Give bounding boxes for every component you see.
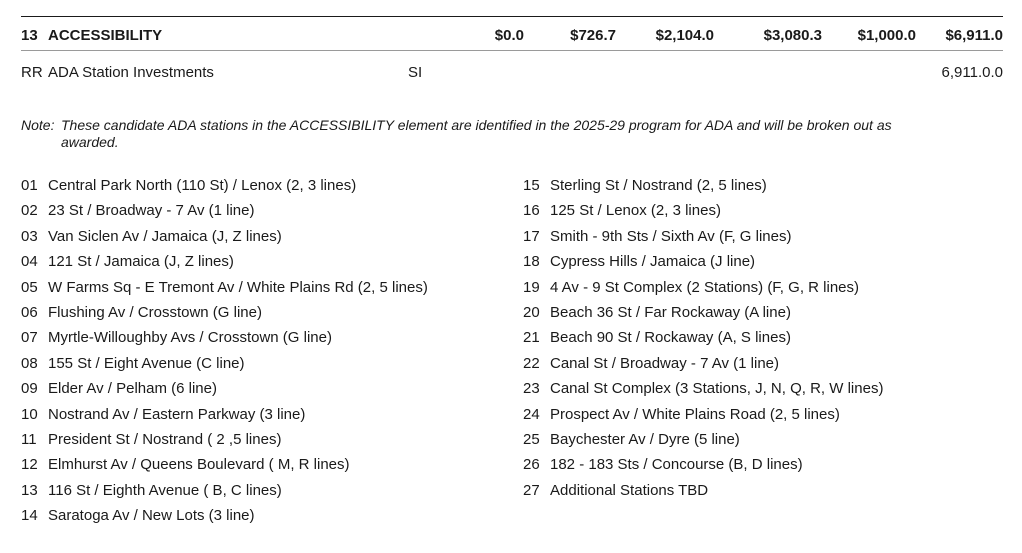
station-index: 12 (21, 456, 38, 474)
section-title: ACCESSIBILITY (48, 27, 163, 44)
amount-col-3: $2,104.0 (655, 27, 714, 44)
station-list-item (523, 481, 883, 506)
station-name: 121 St / Jamaica (J, Z lines) (48, 253, 234, 271)
station-name: 125 St / Lenox (2, 3 lines) (550, 202, 721, 220)
station-index: 04 (21, 253, 38, 271)
station-name: Baychester Av / Dyre (5 line) (550, 430, 740, 448)
station-list-item (21, 455, 428, 480)
station-index: 16 (523, 202, 540, 220)
station-index: 26 (523, 456, 540, 474)
station-list-item (523, 328, 883, 353)
station-list-item (523, 303, 883, 328)
station-name: Elder Av / Pelham (6 line) (48, 380, 217, 398)
station-list-item (523, 227, 883, 252)
station-list-item (523, 176, 883, 201)
station-index: 27 (523, 481, 540, 499)
station-index: 01 (21, 177, 38, 194)
amount-col-2: $726.7 (570, 27, 616, 44)
station-name: Nostrand Av / Eastern Parkway (3 line) (48, 405, 306, 423)
station-list-item (21, 303, 428, 328)
station-list-item (21, 328, 428, 353)
station-index: 02 (21, 202, 38, 220)
station-list-item (523, 354, 883, 379)
station-name: Cypress Hills / Jamaica (J line) (550, 253, 756, 271)
station-name: Beach 36 St / Far Rockaway (A line) (550, 303, 791, 321)
note (21, 117, 951, 151)
station-list-item (21, 176, 428, 201)
station-name: Myrtle-Willoughby Avs / Crosstown (G line) (48, 329, 332, 347)
station-index: 20 (523, 303, 540, 321)
station-name: 116 St / Eighth Avenue ( B, C lines) (48, 481, 282, 499)
station-list-item (523, 379, 883, 404)
station-name: 4 Av - 9 St Complex (2 Stations) (F, G, R lines) (550, 278, 859, 296)
station-index: 10 (21, 405, 38, 423)
station-name: Saratoga Av / New Lots (3 line) (48, 507, 255, 525)
station-index: 06 (21, 303, 38, 321)
station-index: 17 (523, 227, 540, 245)
station-name: Van Siclen Av / Jamaica (J, Z lines) (48, 227, 282, 245)
station-name: 155 St / Eight Avenue (C line) (48, 354, 245, 372)
station-name: Sterling St / Nostrand (2, 5 lines) (550, 177, 767, 194)
station-name: Central Park North (110 St) / Lenox (2, 3 lines) (48, 177, 357, 194)
station-name: Canal St Complex (3 Stations, J, N, Q, R, W lines) (550, 380, 884, 398)
note-text: These candidate ADA stations in the ACCESSIBILITY element are identified in the 2025-29 program for ADA and will be broken out as awarded. (61, 117, 892, 150)
amount-col-5: $1,000.0 (857, 27, 916, 44)
station-list-item (21, 481, 428, 506)
station-index: 23 (523, 380, 540, 398)
amount-col-1: $0.0 (494, 27, 524, 44)
station-index: 22 (523, 354, 540, 372)
station-list-item (523, 201, 883, 226)
station-list-item (523, 455, 883, 480)
top-rule (21, 16, 1003, 17)
station-list-item (21, 430, 428, 455)
station-index: 03 (21, 227, 38, 245)
station-name: Prospect Av / White Plains Road (2, 5 lines) (550, 405, 840, 423)
station-index: 09 (21, 380, 38, 398)
station-name: Flushing Av / Crosstown (G line) (48, 303, 262, 321)
station-list-item (523, 278, 883, 303)
station-list-right (523, 176, 883, 506)
station-list-item (21, 506, 428, 531)
station-index: 24 (523, 405, 540, 423)
station-list-item (523, 252, 883, 277)
station-index: 08 (21, 354, 38, 372)
station-name: Additional Stations TBD (550, 481, 709, 499)
station-name: Smith - 9th Sts / Sixth Av (F, G lines) (550, 227, 792, 245)
amount-col-4: $3,080.3 (763, 27, 822, 44)
station-index: 07 (21, 329, 38, 347)
station-index: 19 (523, 278, 540, 296)
station-list-item (21, 252, 428, 277)
item-code: RR (21, 64, 43, 81)
station-name: 23 St / Broadway - 7 Av (1 line) (48, 202, 255, 220)
item-name: ADA Station Investments (48, 64, 214, 81)
station-list-left (21, 176, 428, 531)
station-list-item (21, 201, 428, 226)
station-list-item (523, 405, 883, 430)
station-name: Elmhurst Av / Queens Boulevard ( M, R lines) (48, 456, 350, 474)
station-index: 21 (523, 329, 540, 347)
station-name: 182 - 183 Sts / Concourse (B, D lines) (550, 456, 803, 474)
station-name: Canal St / Broadway - 7 Av (1 line) (550, 354, 779, 372)
station-name: W Farms Sq - E Tremont Av / White Plains Rd (2, 5 lines) (48, 278, 428, 296)
station-index: 05 (21, 278, 38, 296)
section-number: 13 (21, 27, 38, 44)
station-index: 15 (523, 177, 540, 194)
section-header-row (21, 25, 1003, 47)
section-divider (21, 50, 1003, 51)
station-index: 18 (523, 253, 540, 271)
station-list-item (21, 227, 428, 252)
station-index: 14 (21, 507, 38, 525)
amount-col-total: $6,911.0 (945, 27, 1003, 44)
station-list-item (21, 405, 428, 430)
station-index: 25 (523, 430, 540, 448)
station-list-item (21, 354, 428, 379)
station-index: 11 (21, 430, 37, 448)
station-list-item (21, 379, 428, 404)
note-label: Note: (21, 117, 55, 133)
item-total: 6,911.0.0 (941, 64, 1003, 81)
line-item-row (21, 62, 1003, 84)
item-borough: SI (408, 64, 423, 81)
station-list-item (523, 430, 883, 455)
station-index: 13 (21, 481, 38, 499)
station-list-item (21, 278, 428, 303)
station-name: Beach 90 St / Rockaway (A, S lines) (550, 329, 791, 347)
station-name: President St / Nostrand ( 2 ,5 lines) (48, 430, 282, 448)
